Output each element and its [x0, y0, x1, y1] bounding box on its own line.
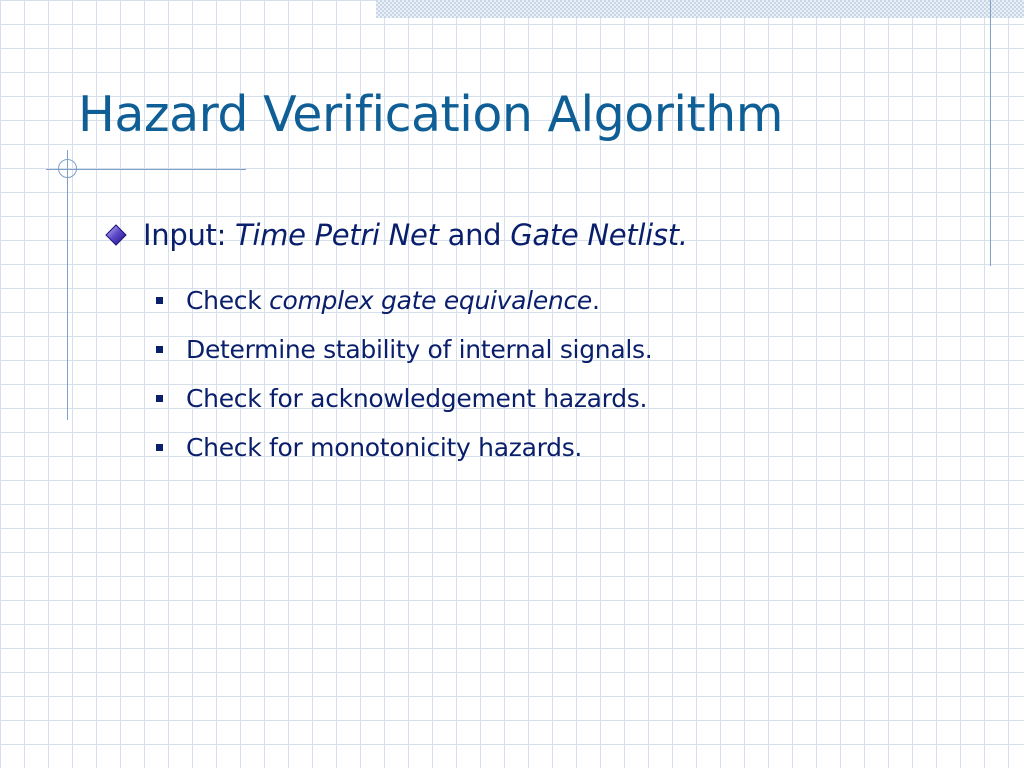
input-bullet: [104, 218, 688, 252]
square-bullet-icon: [156, 297, 163, 304]
list-item: [156, 325, 652, 374]
input-label: Input:: [143, 218, 227, 252]
square-bullet-icon: [156, 346, 163, 353]
list-item-text: Check for monotonicity hazards.: [186, 433, 583, 462]
square-bullet-icon: [156, 444, 163, 451]
list-item-text: Check for acknowledgement hazards.: [186, 384, 648, 413]
input-bullet-text: [143, 218, 688, 252]
diamond-icon: [104, 223, 128, 247]
list-item: [156, 423, 652, 472]
list-item: [156, 276, 652, 325]
input-conjunction: and: [447, 218, 502, 252]
step-list: [156, 276, 652, 472]
decorative-ring: [58, 159, 77, 178]
decorative-right-line: [990, 0, 991, 266]
list-item-emphasis: complex gate equivalence: [269, 286, 592, 315]
list-item: [156, 374, 652, 423]
input-term-gate-netlist: Gate Netlist.: [510, 218, 688, 252]
square-bullet-icon: [156, 395, 163, 402]
decorative-top-band: [376, 0, 1024, 18]
list-item-text: Determine stability of internal signals.: [186, 335, 653, 364]
slide-title: Hazard Verification Algorithm: [78, 86, 783, 143]
list-item-text: Check complex gate equivalence.: [186, 286, 600, 315]
input-term-time-petri-net: Time Petri Net: [234, 218, 439, 252]
decorative-left-line: [67, 150, 68, 420]
